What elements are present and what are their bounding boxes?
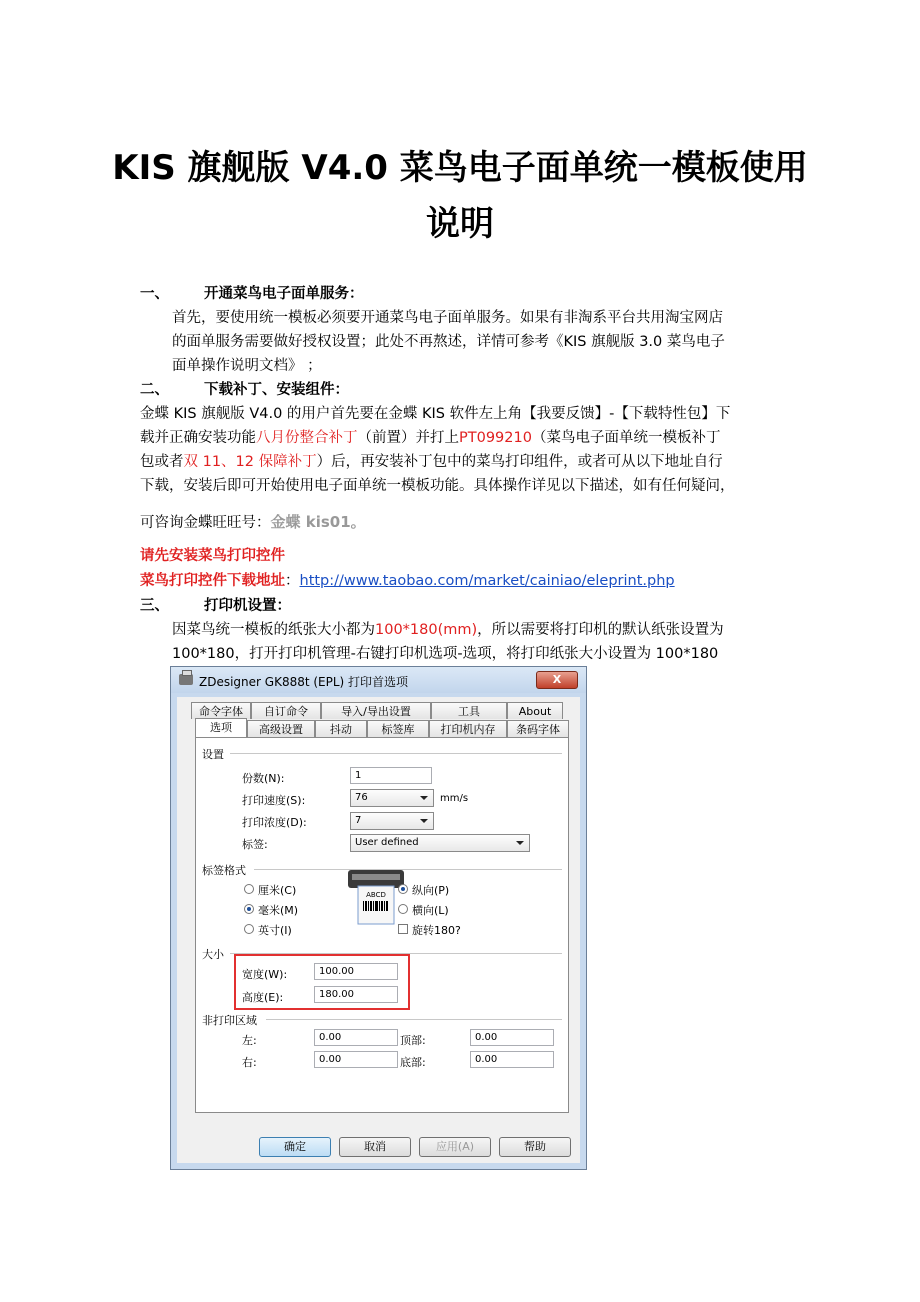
help-button[interactable]: 帮助	[499, 1137, 571, 1157]
tab-options[interactable]: 选项	[195, 718, 247, 737]
dialog-body	[177, 697, 580, 1163]
section2-heading: 二、 下载补丁、安装组件：	[140, 382, 349, 398]
height-input[interactable]: 180.00	[314, 986, 398, 1003]
unit-inch-label: 英寸(I)	[258, 924, 292, 937]
separator	[266, 1019, 562, 1020]
section2-para-line: 下载，安装后即可开始使用电子面单统一模板功能。具体操作详见以下描述，如有任何疑问，	[140, 478, 735, 494]
apply-button[interactable]: 应用(A)	[419, 1137, 491, 1157]
section1-para-line: 的面单服务需要做好授权设置；此处不再熬述，详情可参考《KIS 旗舰版 3.0 菜鸟电子	[172, 334, 725, 350]
printer-preferences-dialog	[170, 666, 587, 1170]
separator	[230, 753, 562, 754]
unit-mm-radio[interactable]	[244, 904, 254, 914]
copies-label: 份数(N):	[242, 772, 285, 785]
ok-button[interactable]: 确定	[259, 1137, 331, 1157]
download-url-line: 菜鸟打印控件下载地址：http://www.taobao.com/market/cainiao/eleprint.php	[140, 573, 675, 589]
separator	[254, 869, 562, 870]
svg-text:ABCD: ABCD	[366, 891, 386, 899]
label-format-section-label: 标签格式	[202, 864, 246, 877]
unit-cm-label: 厘米(C)	[258, 884, 297, 897]
label-type-label: 标签:	[242, 838, 268, 851]
tab-custom-command[interactable]: 自订命令	[251, 702, 321, 719]
orientation-landscape-radio[interactable]	[398, 904, 408, 914]
options-panel	[195, 737, 569, 1113]
install-notice: 请先安装菜鸟打印控件	[140, 548, 285, 564]
section1-heading: 一、 开通菜鸟电子面单服务：	[140, 286, 364, 302]
tab-label-library[interactable]: 标签库	[367, 720, 429, 737]
section2-para-line: 金蝶 KIS 旗舰版 V4.0 的用户首先要在金蝶 KIS 软件左上角【我要反馈】-【下载特性包】下	[140, 406, 731, 422]
section2-para-line: 包或者双 11、12 保障补丁）后，再安装补丁包中的菜鸟打印组件，或者可从以下地址自行	[140, 454, 723, 470]
orientation-portrait-radio[interactable]	[398, 884, 408, 894]
rotate-checkbox[interactable]	[398, 924, 408, 934]
margin-right-input[interactable]: 0.00	[314, 1051, 398, 1068]
copies-input[interactable]: 1	[350, 767, 432, 784]
doc-title-line1: KIS 旗舰版 V4.0 菜鸟电子面单统一模板使用	[112, 148, 808, 188]
section3-para-line: 因菜鸟统一模板的纸张大小都为100*180(mm)，所以需要将打印机的默认纸张设置为	[172, 622, 724, 638]
tab-dithering[interactable]: 抖动	[315, 720, 367, 737]
width-input[interactable]: 100.00	[314, 963, 398, 980]
orientation-landscape-label: 横向(L)	[412, 904, 449, 917]
close-button[interactable]: X	[536, 671, 578, 689]
section2-para-line: 载并正确安装功能八月份整合补丁（前置）并打上PT099210（菜鸟电子面单统一模板补丁	[140, 430, 721, 446]
width-label: 宽度(W):	[242, 968, 288, 981]
cancel-button[interactable]: 取消	[339, 1137, 411, 1157]
speed-label: 打印速度(S):	[242, 794, 306, 807]
margin-right-label: 右:	[242, 1056, 257, 1069]
speed-select[interactable]: 76	[350, 789, 434, 807]
settings-section-label: 设置	[202, 748, 224, 761]
printer-icon	[179, 674, 193, 685]
darkness-select[interactable]: 7	[350, 812, 434, 830]
orientation-portrait-label: 纵向(P)	[412, 884, 450, 897]
margin-bottom-label: 底部:	[400, 1056, 426, 1069]
section1-para-line: 面单操作说明文档》 ；	[172, 358, 322, 374]
download-link[interactable]: http://www.taobao.com/market/cainiao/eleprint.php	[299, 573, 675, 589]
margin-top-label: 顶部:	[400, 1034, 426, 1047]
doc-title-line2: 说明	[426, 204, 494, 244]
tab-advanced[interactable]: 高级设置	[247, 720, 315, 737]
size-section-label: 大小	[202, 948, 224, 961]
rotate-label: 旋转180?	[412, 924, 461, 937]
section3-para-line: 100*180，打开打印机管理-右键打印机选项-选项，将打印纸张大小设置为 100*180	[172, 646, 719, 662]
unit-inch-radio[interactable]	[244, 924, 254, 934]
margin-left-label: 左:	[242, 1034, 257, 1047]
section2-contact: 可咨询金蝶旺旺号：金蝶 kis01。	[140, 513, 366, 531]
tab-printer-memory[interactable]: 打印机内存	[429, 720, 507, 737]
darkness-label: 打印浓度(D):	[242, 816, 307, 829]
unit-mm-label: 毫米(M)	[258, 904, 299, 917]
nonprint-section-label: 非打印区域	[202, 1014, 257, 1027]
section3-heading: 三、 打印机设置：	[140, 598, 291, 614]
speed-unit: mm/s	[440, 793, 469, 804]
height-label: 高度(E):	[242, 991, 284, 1004]
tab-barcode-font[interactable]: 条码字体	[507, 720, 569, 737]
unit-cm-radio[interactable]	[244, 884, 254, 894]
tab-import-export[interactable]: 导入/导出设置	[321, 702, 431, 719]
section1-para-line: 首先，要使用统一模板必须要开通菜鸟电子面单服务。如果有非淘系平台共用淘宝网店	[172, 310, 723, 326]
margin-top-input[interactable]: 0.00	[470, 1029, 554, 1046]
dialog-titlebar	[171, 667, 586, 693]
margin-bottom-input[interactable]: 0.00	[470, 1051, 554, 1068]
label-printer-icon	[346, 866, 406, 926]
dialog-title: ZDesigner GK888t (EPL) 打印首选项	[199, 675, 409, 689]
margin-left-input[interactable]: 0.00	[314, 1029, 398, 1046]
tab-about[interactable]: About	[507, 702, 563, 719]
tab-command-font[interactable]: 命令字体	[191, 702, 251, 719]
label-type-select[interactable]: User defined	[350, 834, 530, 852]
tab-tools[interactable]: 工具	[431, 702, 507, 719]
